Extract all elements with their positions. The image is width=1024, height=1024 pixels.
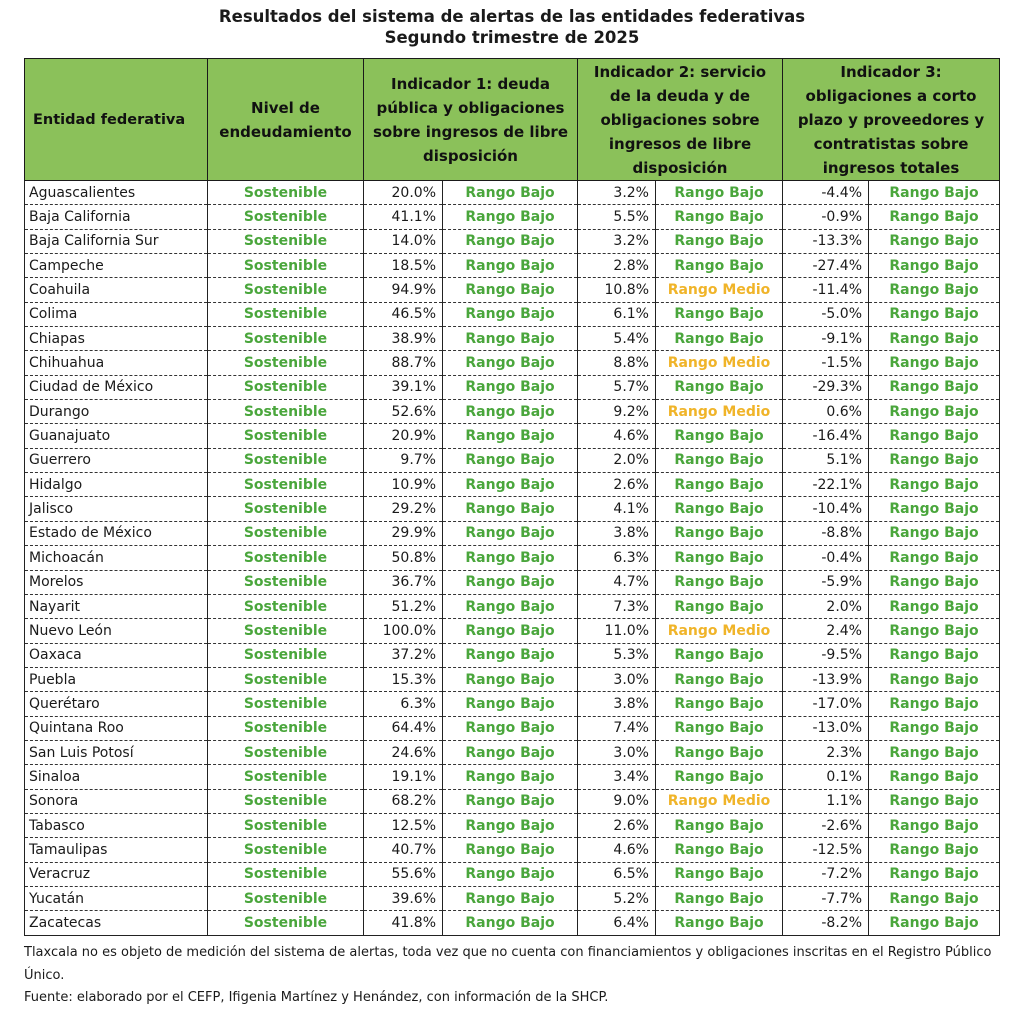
indicador-3-range: Rango Bajo [869,448,1000,472]
table-row [25,400,1000,424]
indicador-2-value: 5.3% [578,643,656,667]
indicador-1-range: Rango Bajo [443,838,578,862]
nivel-cell: Sostenible [208,643,364,667]
table-row [25,302,1000,326]
indicador-2-value: 9.2% [578,400,656,424]
entidad-cell: Yucatán [25,886,208,910]
indicador-3-range: Rango Bajo [869,302,1000,326]
nivel-cell: Sostenible [208,789,364,813]
indicador-1-range: Rango Bajo [443,594,578,618]
table-row [25,254,1000,278]
indicador-1-value: 6.3% [364,692,443,716]
indicador-1-value: 29.9% [364,521,443,545]
indicador-1-value: 46.5% [364,302,443,326]
indicador-3-range: Rango Bajo [869,789,1000,813]
indicador-3-value: 0.1% [783,765,869,789]
indicador-1-range: Rango Bajo [443,740,578,764]
table-row [25,278,1000,302]
table-row [25,740,1000,764]
entidad-cell: Colima [25,302,208,326]
indicador-3-value: -8.8% [783,521,869,545]
nivel-cell: Sostenible [208,278,364,302]
indicador-3-value: 2.4% [783,619,869,643]
indicador-1-value: 64.4% [364,716,443,740]
nivel-cell: Sostenible [208,765,364,789]
indicador-1-range: Rango Bajo [443,813,578,837]
indicador-2-range: Rango Bajo [656,448,783,472]
indicador-1-value: 12.5% [364,813,443,837]
indicador-1-range: Rango Bajo [443,886,578,910]
indicador-2-value: 3.2% [578,229,656,253]
indicador-3-range: Rango Bajo [869,886,1000,910]
indicador-3-value: -7.2% [783,862,869,886]
indicador-3-range: Rango Bajo [869,619,1000,643]
entidad-cell: Veracruz [25,862,208,886]
indicador-1-value: 9.7% [364,448,443,472]
indicador-1-value: 38.9% [364,327,443,351]
note-tlaxcala: Tlaxcala no es objeto de medición del sistema de alertas, toda vez que no cuenta con financiamientos y obligaciones inscritas en el Registro Público Único. [24,945,992,983]
indicador-2-value: 4.1% [578,497,656,521]
table-row [25,886,1000,910]
indicador-1-value: 68.2% [364,789,443,813]
indicador-3-value: -2.6% [783,813,869,837]
indicador-3-range: Rango Bajo [869,740,1000,764]
nivel-cell: Sostenible [208,911,364,935]
entidad-cell: Tamaulipas [25,838,208,862]
indicador-1-value: 55.6% [364,862,443,886]
entidad-cell: Hidalgo [25,473,208,497]
entidad-cell: Puebla [25,667,208,691]
indicador-3-range: Rango Bajo [869,667,1000,691]
indicador-1-value: 15.3% [364,667,443,691]
nivel-cell: Sostenible [208,181,364,205]
indicador-2-range: Rango Medio [656,351,783,375]
indicador-1-value: 52.6% [364,400,443,424]
table-header [25,59,1000,181]
indicador-1-range: Rango Bajo [443,789,578,813]
indicador-1-range: Rango Bajo [443,327,578,351]
entidad-cell: Sonora [25,789,208,813]
indicador-2-range: Rango Bajo [656,521,783,545]
indicador-2-value: 4.6% [578,424,656,448]
indicador-2-range: Rango Bajo [656,692,783,716]
entidad-cell: Baja California [25,205,208,229]
indicador-3-value: 0.6% [783,400,869,424]
entidad-cell: Nayarit [25,594,208,618]
indicador-2-range: Rango Bajo [656,643,783,667]
indicador-3-range: Rango Bajo [869,765,1000,789]
table-row [25,351,1000,375]
entidad-cell: Tabasco [25,813,208,837]
indicador-1-range: Rango Bajo [443,400,578,424]
nivel-cell: Sostenible [208,229,364,253]
indicador-2-value: 9.0% [578,789,656,813]
indicador-1-range: Rango Bajo [443,765,578,789]
table-row [25,619,1000,643]
indicador-3-range: Rango Bajo [869,205,1000,229]
indicador-2-range: Rango Medio [656,789,783,813]
header-nivel: Nivel de endeudamiento [208,59,364,181]
indicador-2-value: 4.7% [578,570,656,594]
table-row [25,692,1000,716]
indicador-3-range: Rango Bajo [869,181,1000,205]
indicador-1-range: Rango Bajo [443,570,578,594]
table-row [25,594,1000,618]
alerts-table [24,58,1000,936]
indicador-1-value: 10.9% [364,473,443,497]
nivel-cell: Sostenible [208,351,364,375]
entidad-cell: Sinaloa [25,765,208,789]
indicador-2-range: Rango Medio [656,619,783,643]
entidad-cell: Oaxaca [25,643,208,667]
table-row [25,497,1000,521]
entidad-cell: Campeche [25,254,208,278]
indicador-2-range: Rango Bajo [656,813,783,837]
indicador-2-range: Rango Bajo [656,862,783,886]
entidad-cell: San Luis Potosí [25,740,208,764]
indicador-2-value: 7.4% [578,716,656,740]
entidad-cell: Chihuahua [25,351,208,375]
indicador-1-range: Rango Bajo [443,351,578,375]
indicador-2-range: Rango Bajo [656,327,783,351]
table-row [25,667,1000,691]
indicador-2-value: 2.8% [578,254,656,278]
indicador-3-range: Rango Bajo [869,400,1000,424]
note-fuente: Fuente: elaborado por el CEFP, Ifigenia Martínez y Henández, con información de la SHCP. [24,990,609,1005]
indicador-2-value: 3.0% [578,740,656,764]
indicador-3-range: Rango Bajo [869,813,1000,837]
entidad-cell: Querétaro [25,692,208,716]
indicador-3-value: 1.1% [783,789,869,813]
indicador-3-value: 2.3% [783,740,869,764]
indicador-1-range: Rango Bajo [443,424,578,448]
table-row [25,716,1000,740]
entidad-cell: Michoacán [25,546,208,570]
indicador-2-range: Rango Bajo [656,424,783,448]
nivel-cell: Sostenible [208,740,364,764]
header-indicador-2: Indicador 2: servicio de la deuda y de obligaciones sobre ingresos de libre disposición [578,59,783,181]
indicador-1-range: Rango Bajo [443,546,578,570]
indicador-1-range: Rango Bajo [443,716,578,740]
indicador-2-range: Rango Bajo [656,886,783,910]
nivel-cell: Sostenible [208,619,364,643]
indicador-2-range: Rango Medio [656,400,783,424]
indicador-2-value: 5.2% [578,886,656,910]
entidad-cell: Baja California Sur [25,229,208,253]
indicador-3-value: -13.9% [783,667,869,691]
indicador-2-value: 5.5% [578,205,656,229]
indicador-2-value: 2.6% [578,473,656,497]
indicador-1-value: 29.2% [364,497,443,521]
indicador-1-range: Rango Bajo [443,229,578,253]
indicador-2-value: 10.8% [578,278,656,302]
indicador-3-value: -9.5% [783,643,869,667]
indicador-1-value: 51.2% [364,594,443,618]
indicador-3-range: Rango Bajo [869,424,1000,448]
indicador-2-range: Rango Bajo [656,838,783,862]
nivel-cell: Sostenible [208,546,364,570]
nivel-cell: Sostenible [208,862,364,886]
indicador-3-range: Rango Bajo [869,862,1000,886]
indicador-3-value: -13.0% [783,716,869,740]
entidad-cell: Jalisco [25,497,208,521]
indicador-2-value: 2.6% [578,813,656,837]
entidad-cell: Durango [25,400,208,424]
indicador-1-value: 36.7% [364,570,443,594]
entidad-cell: Ciudad de México [25,375,208,399]
table-row [25,862,1000,886]
indicador-3-value: -9.1% [783,327,869,351]
indicador-2-range: Rango Bajo [656,716,783,740]
indicador-2-value: 3.4% [578,765,656,789]
nivel-cell: Sostenible [208,838,364,862]
indicador-1-value: 20.9% [364,424,443,448]
indicador-1-value: 39.6% [364,886,443,910]
indicador-1-range: Rango Bajo [443,862,578,886]
footnotes [24,942,1004,1010]
indicador-1-range: Rango Bajo [443,497,578,521]
table-row [25,911,1000,935]
indicador-3-range: Rango Bajo [869,692,1000,716]
entidad-cell: Nuevo León [25,619,208,643]
indicador-2-value: 6.5% [578,862,656,886]
indicador-3-value: -10.4% [783,497,869,521]
table-row [25,229,1000,253]
nivel-cell: Sostenible [208,497,364,521]
table-row [25,521,1000,545]
nivel-cell: Sostenible [208,716,364,740]
indicador-2-value: 8.8% [578,351,656,375]
indicador-1-range: Rango Bajo [443,181,578,205]
indicador-3-value: -4.4% [783,181,869,205]
table-body [25,181,1000,936]
indicador-2-value: 7.3% [578,594,656,618]
table-row [25,643,1000,667]
indicador-1-value: 40.7% [364,838,443,862]
indicador-3-value: -11.4% [783,278,869,302]
entidad-cell: Morelos [25,570,208,594]
indicador-2-range: Rango Bajo [656,302,783,326]
indicador-3-value: -27.4% [783,254,869,278]
indicador-3-range: Rango Bajo [869,643,1000,667]
indicador-3-value: -0.9% [783,205,869,229]
indicador-3-value: -29.3% [783,375,869,399]
nivel-cell: Sostenible [208,813,364,837]
indicador-1-value: 41.1% [364,205,443,229]
table-row [25,181,1000,205]
indicador-3-range: Rango Bajo [869,838,1000,862]
indicador-1-range: Rango Bajo [443,643,578,667]
table-row [25,424,1000,448]
indicador-2-value: 4.6% [578,838,656,862]
indicador-2-range: Rango Bajo [656,740,783,764]
indicador-2-value: 3.0% [578,667,656,691]
indicador-1-range: Rango Bajo [443,692,578,716]
indicador-2-value: 6.4% [578,911,656,935]
indicador-3-value: -22.1% [783,473,869,497]
indicador-1-value: 37.2% [364,643,443,667]
indicador-1-value: 18.5% [364,254,443,278]
indicador-3-value: -7.7% [783,886,869,910]
header-entidad: Entidad federativa [25,59,208,181]
indicador-2-range: Rango Bajo [656,594,783,618]
table-row [25,765,1000,789]
indicador-3-range: Rango Bajo [869,278,1000,302]
nivel-cell: Sostenible [208,594,364,618]
indicador-3-value: -0.4% [783,546,869,570]
indicador-3-value: -17.0% [783,692,869,716]
indicador-3-value: -1.5% [783,351,869,375]
entidad-cell: Aguascalientes [25,181,208,205]
indicador-2-value: 5.4% [578,327,656,351]
indicador-3-value: -5.0% [783,302,869,326]
indicador-1-range: Rango Bajo [443,448,578,472]
nivel-cell: Sostenible [208,448,364,472]
indicador-2-range: Rango Bajo [656,667,783,691]
indicador-2-value: 5.7% [578,375,656,399]
indicador-3-range: Rango Bajo [869,229,1000,253]
indicador-2-range: Rango Bajo [656,765,783,789]
page-title [0,6,1024,48]
indicador-1-range: Rango Bajo [443,278,578,302]
indicador-1-range: Rango Bajo [443,667,578,691]
indicador-1-value: 39.1% [364,375,443,399]
entidad-cell: Zacatecas [25,911,208,935]
indicador-2-range: Rango Bajo [656,570,783,594]
header-indicador-3: Indicador 3: obligaciones a corto plazo y proveedores y contratistas sobre ingresos totales [783,59,1000,181]
table-row [25,327,1000,351]
indicador-1-range: Rango Bajo [443,254,578,278]
entidad-cell: Guanajuato [25,424,208,448]
indicador-2-value: 6.1% [578,302,656,326]
indicador-3-range: Rango Bajo [869,327,1000,351]
indicador-3-value: 5.1% [783,448,869,472]
nivel-cell: Sostenible [208,205,364,229]
indicador-1-range: Rango Bajo [443,205,578,229]
indicador-2-range: Rango Bajo [656,254,783,278]
entidad-cell: Guerrero [25,448,208,472]
indicador-1-range: Rango Bajo [443,619,578,643]
indicador-2-value: 3.2% [578,181,656,205]
indicador-1-value: 24.6% [364,740,443,764]
title-line-2: Segundo trimestre de 2025 [384,28,640,47]
indicador-2-range: Rango Bajo [656,229,783,253]
indicador-1-range: Rango Bajo [443,473,578,497]
indicador-3-value: -12.5% [783,838,869,862]
nivel-cell: Sostenible [208,692,364,716]
nivel-cell: Sostenible [208,667,364,691]
indicador-2-range: Rango Bajo [656,546,783,570]
entidad-cell: Coahuila [25,278,208,302]
nivel-cell: Sostenible [208,521,364,545]
nivel-cell: Sostenible [208,400,364,424]
indicador-3-range: Rango Bajo [869,546,1000,570]
entidad-cell: Chiapas [25,327,208,351]
indicador-1-range: Rango Bajo [443,521,578,545]
indicador-3-value: -13.3% [783,229,869,253]
indicador-3-value: -16.4% [783,424,869,448]
indicador-3-range: Rango Bajo [869,716,1000,740]
indicador-2-range: Rango Bajo [656,205,783,229]
indicador-3-range: Rango Bajo [869,254,1000,278]
indicador-1-range: Rango Bajo [443,375,578,399]
indicador-3-range: Rango Bajo [869,570,1000,594]
indicador-2-range: Rango Bajo [656,497,783,521]
indicador-2-range: Rango Bajo [656,181,783,205]
indicador-1-value: 94.9% [364,278,443,302]
title-line-1: Resultados del sistema de alertas de las entidades federativas [218,7,806,26]
table-row [25,789,1000,813]
entidad-cell: Estado de México [25,521,208,545]
table-row [25,838,1000,862]
table-row [25,205,1000,229]
nivel-cell: Sostenible [208,473,364,497]
indicador-3-range: Rango Bajo [869,351,1000,375]
indicador-2-value: 3.8% [578,692,656,716]
indicador-1-range: Rango Bajo [443,911,578,935]
indicador-3-value: -8.2% [783,911,869,935]
indicador-2-range: Rango Medio [656,278,783,302]
table-row [25,473,1000,497]
nivel-cell: Sostenible [208,375,364,399]
indicador-3-value: -5.9% [783,570,869,594]
indicador-1-value: 100.0% [364,619,443,643]
entidad-cell: Quintana Roo [25,716,208,740]
table-row [25,570,1000,594]
indicador-2-range: Rango Bajo [656,375,783,399]
indicador-3-range: Rango Bajo [869,911,1000,935]
indicador-3-range: Rango Bajo [869,497,1000,521]
nivel-cell: Sostenible [208,302,364,326]
indicador-1-value: 14.0% [364,229,443,253]
indicador-3-range: Rango Bajo [869,473,1000,497]
indicador-1-range: Rango Bajo [443,302,578,326]
nivel-cell: Sostenible [208,254,364,278]
nivel-cell: Sostenible [208,570,364,594]
indicador-2-value: 11.0% [578,619,656,643]
indicador-2-value: 6.3% [578,546,656,570]
header-indicador-1: Indicador 1: deuda pública y obligaciones sobre ingresos de libre disposición [364,59,578,181]
indicador-2-value: 3.8% [578,521,656,545]
indicador-1-value: 88.7% [364,351,443,375]
nivel-cell: Sostenible [208,327,364,351]
nivel-cell: Sostenible [208,424,364,448]
indicador-1-value: 41.8% [364,911,443,935]
indicador-3-range: Rango Bajo [869,594,1000,618]
indicador-2-value: 2.0% [578,448,656,472]
indicador-1-value: 20.0% [364,181,443,205]
table-row [25,813,1000,837]
nivel-cell: Sostenible [208,886,364,910]
indicador-1-value: 50.8% [364,546,443,570]
indicador-3-value: 2.0% [783,594,869,618]
indicador-1-value: 19.1% [364,765,443,789]
indicador-3-range: Rango Bajo [869,375,1000,399]
indicador-2-range: Rango Bajo [656,911,783,935]
indicador-2-range: Rango Bajo [656,473,783,497]
table-row [25,375,1000,399]
table-row [25,546,1000,570]
indicador-3-range: Rango Bajo [869,521,1000,545]
table-row [25,448,1000,472]
